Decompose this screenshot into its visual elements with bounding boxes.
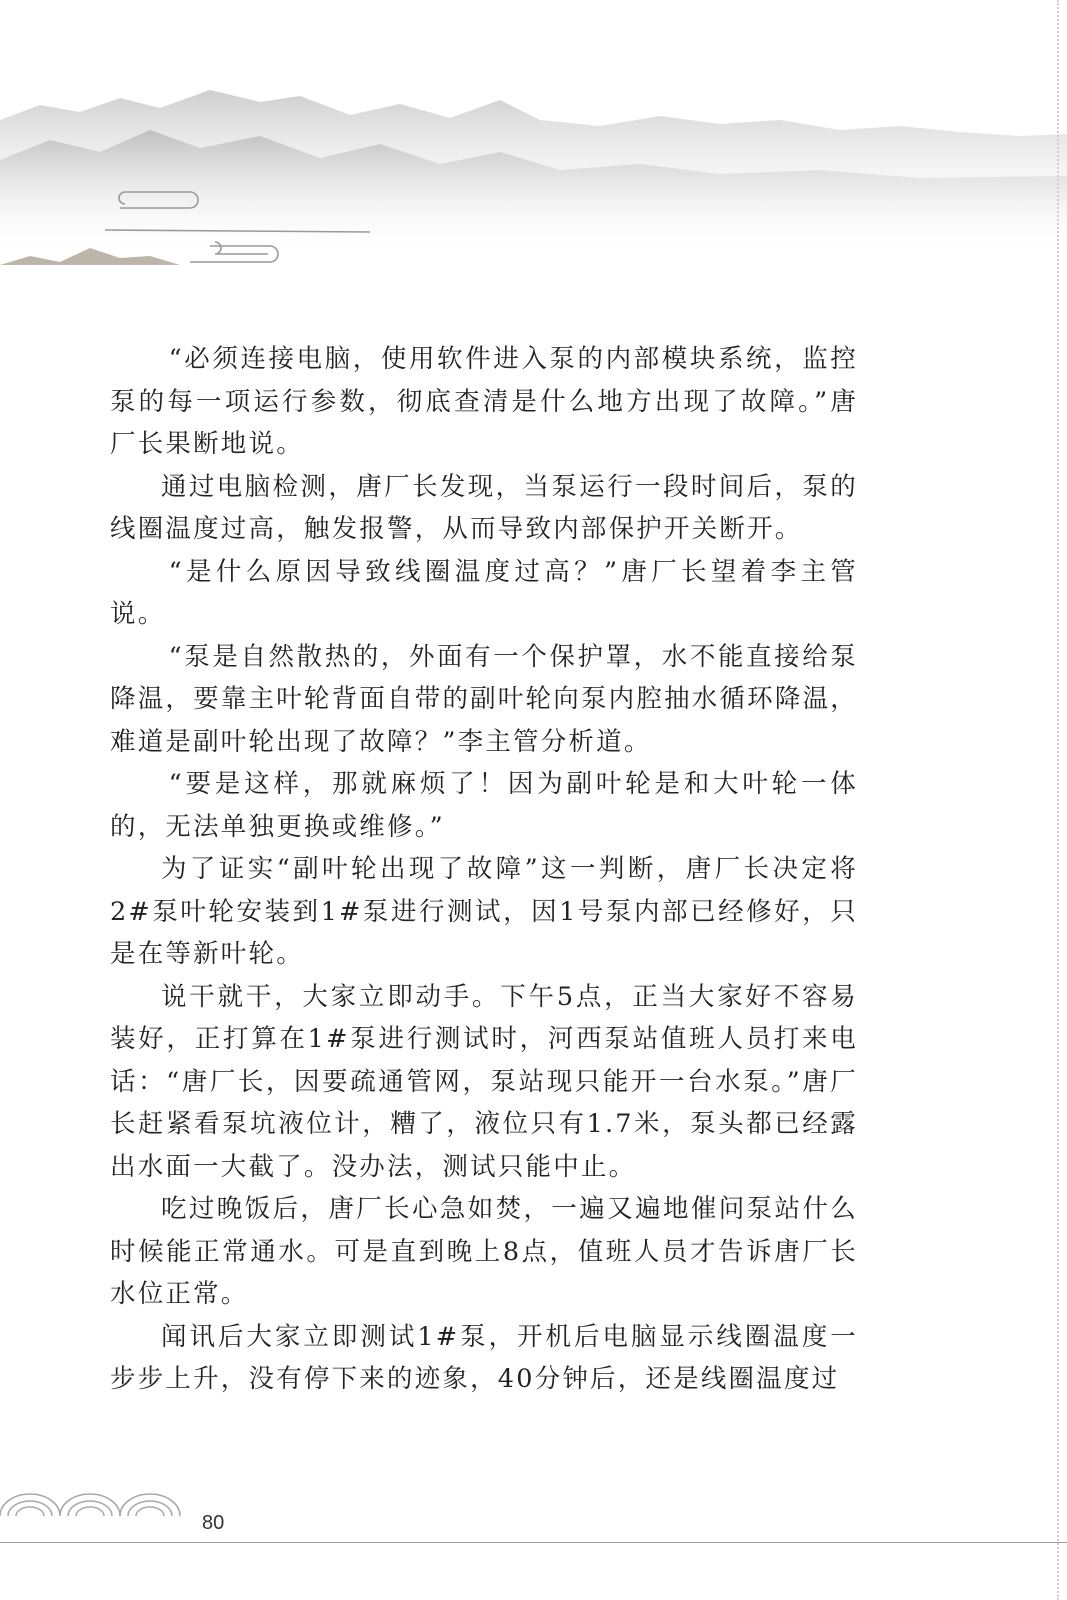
paragraph: “要是这样，那就麻烦了！因为副叶轮是和大叶轮一体的，无法单独更换或维修。”	[110, 769, 858, 842]
paragraph: “必须连接电脑，使用软件进入泵的内部模块系统，监控泵的每一项运行参数，彻底查清是什么地方出现了故障。”唐厂长果断地说。	[110, 344, 858, 459]
paragraph: “是什么原因导致线圈温度过高？”唐厂长望着李主管说。	[110, 556, 858, 629]
ink-mountain-header	[0, 60, 1067, 290]
paragraph: 为了证实“副叶轮出现了故障”这一判断，唐厂长决定将2#泵叶轮安装到1#泵进行测试，因1号泵内部已经修好，只是在等新叶轮。	[110, 854, 858, 969]
paragraph: 说干就干，大家立即动手。下午5点，正当大家好不容易装好，正打算在1#泵进行测试时，河西泵站值班人员打来电话：“唐厂长，因要疏通管网，泵站现只能开一台水泵。”唐厂长赶紧看泵坑液位计，糟了，液位只有1.7米，泵头都已经露出水面一大截了。没办法，测试只能中止。	[110, 981, 858, 1182]
paragraph: “泵是自然散热的，外面有一个保护罩，水不能直接给泵降温，要靠主叶轮背面自带的副叶轮向泵内腔抽水循环降温，难道是副叶轮出现了故障？”李主管分析道。	[110, 641, 858, 757]
wave-ornament-icon	[0, 1486, 200, 1516]
paragraph: 通过电脑检测，唐厂长发现，当泵运行一段时间后，泵的线圈温度过高，触发报警，从而导致内部保护开关断开。	[110, 471, 858, 544]
paragraph: 吃过晚饭后，唐厂长心急如焚，一遍又遍地催问泵站什么时候能正常通水。可是直到晚上8点，值班人员才告诉唐厂长水位正常。	[110, 1194, 858, 1309]
paragraph: 闻讯后大家立即测试1#泵，开机后电脑显示线圈温度一步步上升，没有停下来的迹象，40分钟后，还是线圈温度过	[110, 1321, 858, 1394]
body-text	[110, 338, 858, 1401]
page-edge-dotted-line	[1057, 0, 1059, 1600]
footer-rule	[0, 1542, 1067, 1543]
page-number: 80	[202, 1512, 225, 1534]
